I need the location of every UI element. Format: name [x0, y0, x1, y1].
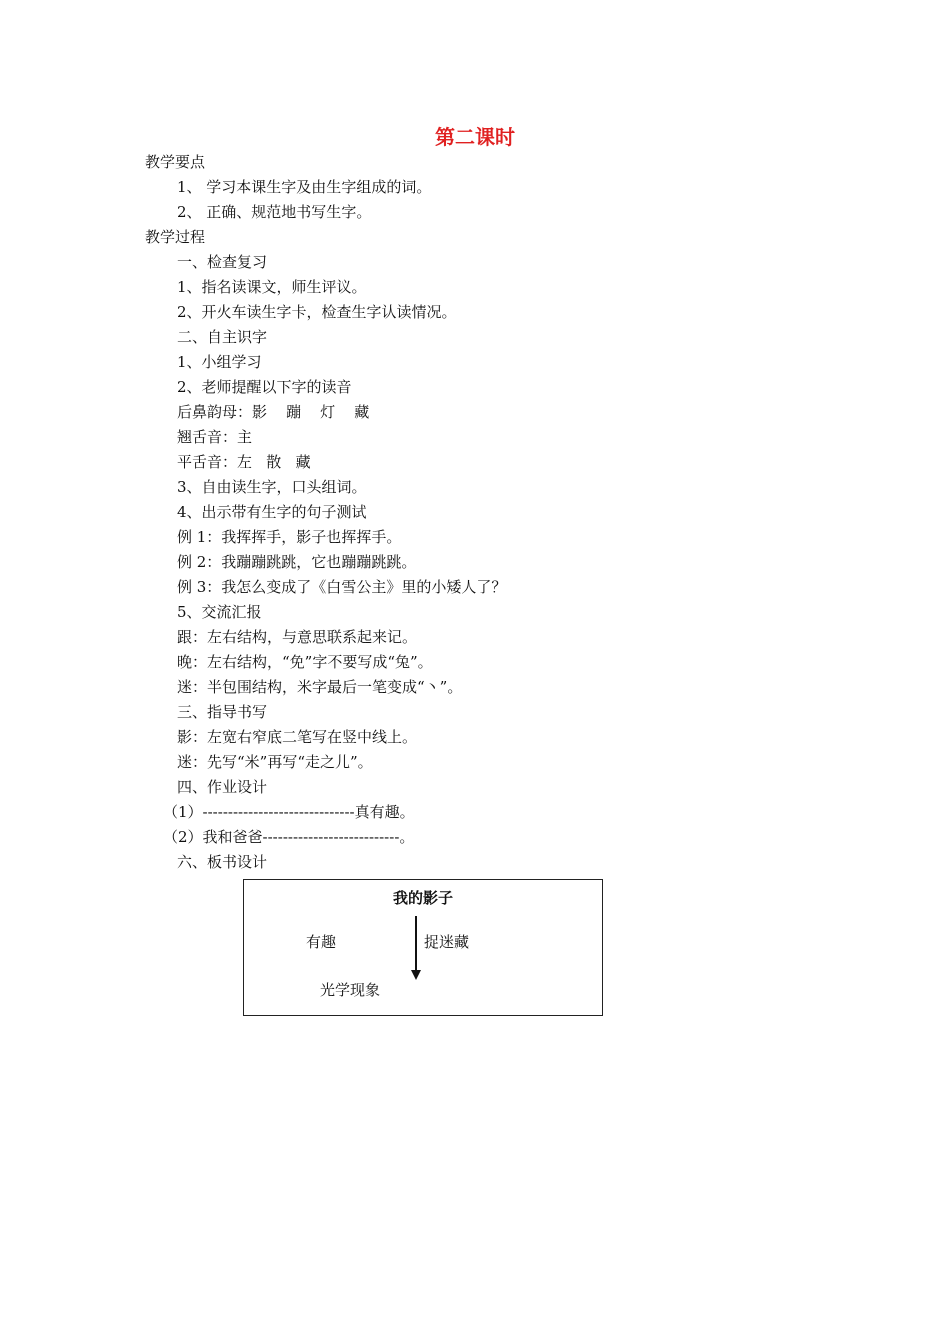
down-arrow-shaft — [415, 916, 417, 972]
text-line: 晚：左右结构，“免”字不要写成“兔”。 — [177, 653, 433, 671]
text-line: 1、小组学习 — [177, 353, 262, 371]
text-line: 1、指名读课文，师生评议。 — [177, 278, 367, 296]
example-line: 例 1：我挥挥手，影子也挥挥手。 — [177, 528, 402, 546]
example-line: 例 3：我怎么变成了《白雪公主》里的小矮人了？ — [177, 578, 507, 596]
text-line: 跟：左右结构，与意思联系起来记。 — [177, 628, 418, 646]
section-heading: 六、板书设计 — [177, 853, 268, 871]
example-line: 例 2：我蹦蹦跳跳，它也蹦蹦跳跳。 — [177, 553, 417, 571]
section-heading: 三、指导书写 — [177, 703, 268, 721]
board-left-text: 有趣 — [306, 933, 337, 951]
down-arrow-icon — [411, 970, 421, 980]
text-line: 1、 学习本课生字及由生字组成的词。 — [177, 178, 432, 196]
board-bottom-text: 光学现象 — [320, 981, 381, 999]
text-line: 迷：半包围结构，米字最后一笔变成“丶”。 — [177, 678, 463, 696]
text-line: 5、交流汇报 — [177, 603, 262, 621]
section-heading: 四、作业设计 — [177, 778, 268, 796]
text-line: 3、自由读生字，口头组词。 — [177, 478, 367, 496]
text-line: 4、出示带有生字的句子测试 — [177, 503, 367, 521]
homework-line: （2）我和爸爸---------------------------。 — [163, 828, 415, 846]
section-heading: 二、自主识字 — [177, 328, 268, 346]
text-line: 2、老师提醒以下字的读音 — [177, 378, 352, 396]
section-heading: 一、检查复习 — [177, 253, 268, 271]
text-line: 后鼻韵母：影 蹦 灯 藏 — [177, 403, 370, 421]
heading-teaching-process: 教学过程 — [145, 228, 206, 246]
board-right-text: 捉迷藏 — [424, 933, 470, 951]
text-line: 迷：先写“米”再写“走之儿”。 — [177, 753, 373, 771]
text-line: 平舌音：左 散 藏 — [177, 453, 311, 471]
heading-teaching-points: 教学要点 — [145, 153, 206, 171]
text-line: 影：左宽右窄底二笔写在竖中线上。 — [177, 728, 418, 746]
page-title: 第二课时 — [435, 125, 515, 149]
text-line: 翘舌音：主 — [177, 428, 253, 446]
homework-line: （1）------------------------------真有趣。 — [163, 803, 415, 821]
text-line: 2、开火车读生字卡，检查生字认读情况。 — [177, 303, 457, 321]
text-line: 2、 正确、规范地书写生字。 — [177, 203, 372, 221]
blackboard-design-box — [243, 879, 603, 1016]
board-title: 我的影子 — [392, 889, 453, 907]
